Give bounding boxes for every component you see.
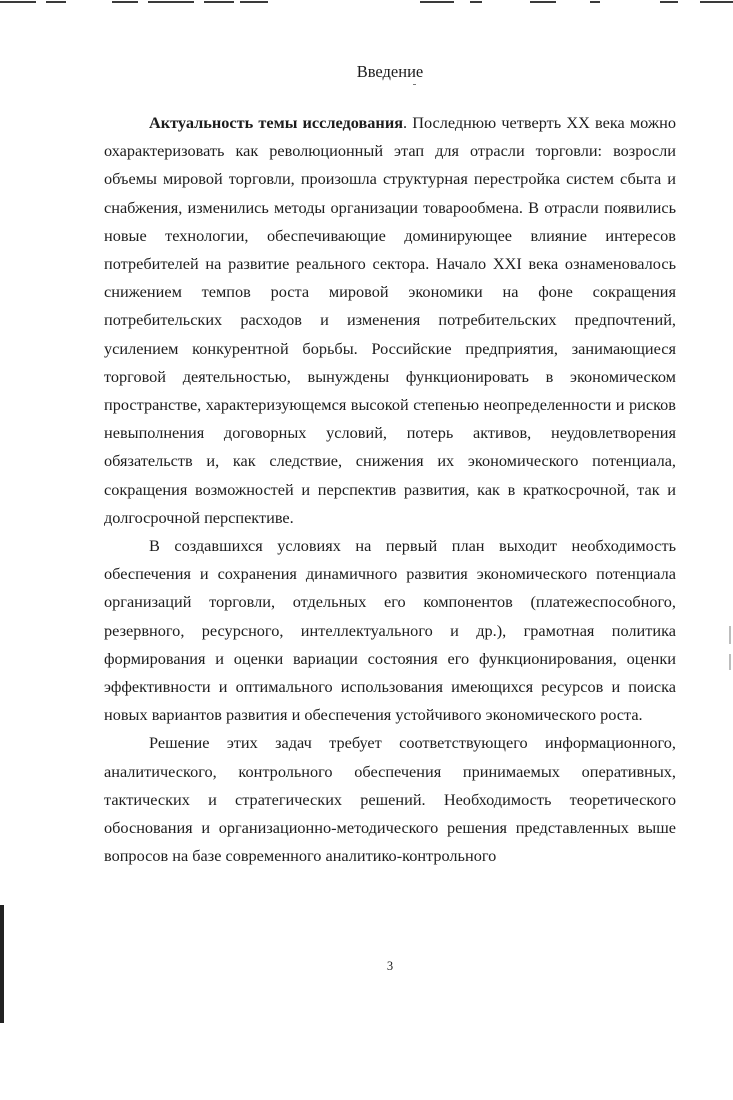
scan-top-edge bbox=[0, 0, 733, 6]
scan-right-edge-mark bbox=[729, 626, 731, 644]
paragraph-lead-bold: Актуальность темы исследования bbox=[149, 113, 404, 132]
scan-right-edge-mark bbox=[729, 654, 731, 670]
page-number: 3 bbox=[386, 959, 394, 973]
page-title: Введение bbox=[356, 62, 424, 81]
paragraph-relevance bbox=[104, 109, 676, 532]
title-mark bbox=[413, 84, 416, 85]
body-text bbox=[104, 109, 676, 870]
scan-left-edge bbox=[0, 905, 4, 1023]
paragraph-conditions: В создавшихся условиях на первый план выходит необходимость обеспечения и сохранения динамичного развития экономического потенциала организаций торговли, отдельных его компонентов (платежеспособного, резервного, ресурсного, интеллектуального и др.), грамотная политика формирования и оценки вариации состояния его функционирования, оценки эффективности и оптимального использования имеющихся ресурсов и поиска новых вариантов развития и обеспечения устойчивого экономического роста. bbox=[104, 536, 676, 725]
paragraph-tasks: Решение этих задач требует соответствующего информационного, аналитического, контрольного обеспечения принимаемых оперативных, тактических и стратегических решений. Необходимость теоретического обоснования и организационно-методического решения представленных выше вопросов на базе современного аналитико-контрольного bbox=[104, 733, 676, 866]
paragraph-text: . Последнюю четверть XX века можно охарактеризовать как революционный этап для отрасли торговли: возросли объемы мировой торговли, произошла структурная перестройка систем сбыта и снабжения, изменились методы организации товарообмена. В отрасли появились новые технологии, обеспечивающие доминирующее влияние интересов потребителей на развитие реального сектора. Начало XXI века ознаменовалось снижением темпов роста мировой экономики на фоне сокращения потребительских расходов и изменения потребительских предпочтений, усилением конкурентной борьбы. Российские предприятия, занимающиеся торговой деятельностью, вынуждены функционировать в экономическом пространстве, характеризующемся высокой степенью неопределенности и рисков невыполнения договорных условий, потерь активов, неудовлетворения обязательств и, как следствие, снижения их экономического потенциала, сокращения возможностей и перспектив развития, как в краткосрочной, так и долгосрочной перспективе. bbox=[104, 113, 676, 527]
